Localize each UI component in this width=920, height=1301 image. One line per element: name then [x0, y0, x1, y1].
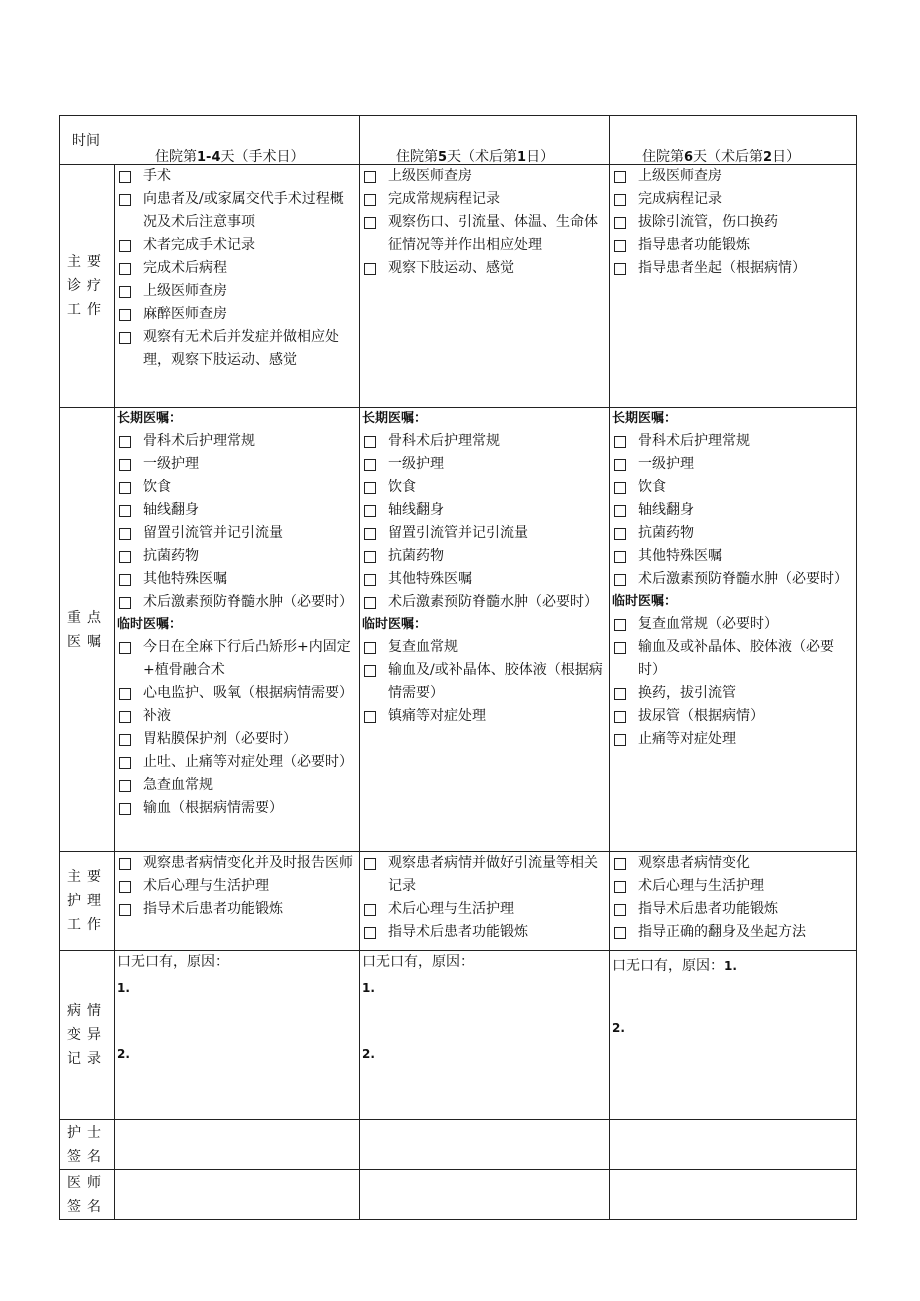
checklist-item[interactable]: 胃粘膜保护剂（必要时）	[117, 728, 357, 751]
variation-item-1: 1.	[724, 959, 737, 973]
variation-status: 口无口有，原因：1.	[612, 958, 737, 974]
checklist-item[interactable]: 输血及/或补晶体、胶体液（根据病情需要）	[362, 659, 607, 705]
checklist-item[interactable]: 输血及或补晶体、胶体液（必要时）	[612, 636, 854, 682]
day-2-header: 住院第5天（术后第1日）	[396, 149, 555, 165]
checklist-item[interactable]: 抗菌药物	[612, 522, 854, 545]
checklist-item[interactable]: 止痛等对症处理	[612, 728, 854, 751]
nursing-day-1	[115, 852, 360, 951]
checklist-item[interactable]: 上级医师查房	[362, 165, 607, 188]
checklist	[115, 636, 359, 820]
doctor-signature-day-2[interactable]	[360, 1170, 610, 1220]
day-3-header: 住院第6天（术后第2日）	[642, 149, 801, 165]
checklist	[610, 852, 856, 944]
checklist-item[interactable]: 抗菌药物	[117, 545, 357, 568]
checklist-item[interactable]: 饮食	[362, 476, 607, 499]
row-label-diagnosis: 主要诊疗工作	[60, 165, 115, 408]
checklist	[115, 852, 359, 921]
day-3-header-cell	[610, 116, 857, 165]
checklist-item[interactable]: 完成病程记录	[612, 188, 854, 211]
nurse-signature-day-1[interactable]	[115, 1120, 360, 1170]
temporary-orders-title: 临时医嘱：	[362, 617, 428, 632]
variation-status: 口无口有，原因：	[362, 954, 474, 970]
day-1-header: 住院第1-4天（手术日）	[155, 149, 305, 165]
variation-item-2: 2.	[362, 1047, 375, 1061]
checklist-item[interactable]: 抗菌药物	[362, 545, 607, 568]
checklist-item[interactable]: 一级护理	[362, 453, 607, 476]
checklist-item[interactable]: 拔除引流管，伤口换药	[612, 211, 854, 234]
long-term-orders-title: 长期医嘱：	[117, 411, 183, 426]
temporary-orders-title: 临时医嘱：	[117, 617, 183, 632]
diagnosis-day-3	[610, 165, 857, 408]
checklist-item[interactable]: 其他特殊医嘱	[117, 568, 357, 591]
checklist	[610, 165, 856, 280]
checklist-item[interactable]: 其他特殊医嘱	[362, 568, 607, 591]
checklist-item[interactable]: 指导术后患者功能锻炼	[362, 921, 607, 944]
checklist-item[interactable]: 轴线翻身	[117, 499, 357, 522]
clinical-pathway-table	[59, 115, 857, 1220]
checklist-item[interactable]: 完成常规病程记录	[362, 188, 607, 211]
checklist-item[interactable]: 复查血常规（必要时）	[612, 613, 854, 636]
header-time-cell	[60, 116, 360, 165]
orders-day-2	[360, 408, 610, 852]
checklist-item[interactable]: 麻醉医师查房	[117, 303, 357, 326]
checklist-item[interactable]: 输血（根据病情需要）	[117, 797, 357, 820]
diagnosis-day-2	[360, 165, 610, 408]
checklist-item[interactable]: 观察患者病情并做好引流量等相关记录	[362, 852, 607, 898]
checklist-item[interactable]: 术后心理与生活护理	[117, 875, 357, 898]
checklist-item[interactable]: 指导术后患者功能锻炼	[117, 898, 357, 921]
doctor-signature-day-1[interactable]	[115, 1170, 360, 1220]
variation-item-2: 2.	[117, 1047, 130, 1061]
time-label: 时间	[72, 133, 100, 149]
variation-status: 口无口有，原因：	[117, 954, 229, 970]
checklist	[610, 430, 856, 591]
variation-day-2	[360, 951, 610, 1120]
row-label-nursing: 主要护理工作	[60, 852, 115, 951]
day-2-header-cell	[360, 116, 610, 165]
checklist-item[interactable]: 拔尿管（根据病情）	[612, 705, 854, 728]
checklist-item[interactable]: 饮食	[612, 476, 854, 499]
doctor-signature-day-3[interactable]	[610, 1170, 857, 1220]
checklist	[360, 636, 609, 728]
checklist-item[interactable]: 指导患者坐起（根据病情）	[612, 257, 854, 280]
row-label-nurse-signature: 护士签名	[60, 1120, 115, 1170]
checklist-item[interactable]: 术后激素预防脊髓水肿（必要时）	[117, 591, 357, 614]
checklist-item[interactable]: 观察患者病情变化并及时报告医师	[117, 852, 357, 875]
checklist	[115, 165, 359, 372]
checklist-item[interactable]: 心电监护、吸氧（根据病情需要）	[117, 682, 357, 705]
variation-item-1: 1.	[362, 981, 375, 995]
variation-day-1	[115, 951, 360, 1120]
nursing-day-3	[610, 852, 857, 951]
checklist-item[interactable]: 术者完成手术记录	[117, 234, 357, 257]
checklist-item[interactable]: 术后激素预防脊髓水肿（必要时）	[362, 591, 607, 614]
checklist-item[interactable]: 术后心理与生活护理	[612, 875, 854, 898]
nursing-day-2	[360, 852, 610, 951]
orders-row	[60, 408, 857, 852]
checklist-item[interactable]: 轴线翻身	[612, 499, 854, 522]
checklist-item[interactable]: 镇痛等对症处理	[362, 705, 607, 728]
variation-day-3	[610, 951, 857, 1120]
checklist-item[interactable]: 骨科术后护理常规	[612, 430, 854, 453]
diagnosis-day-1	[115, 165, 360, 408]
checklist-item[interactable]: 指导术后患者功能锻炼	[612, 898, 854, 921]
variation-item-2: 2.	[612, 1021, 625, 1035]
checklist-item[interactable]: 轴线翻身	[362, 499, 607, 522]
checklist-item[interactable]: 补液	[117, 705, 357, 728]
checklist-item[interactable]: 指导正确的翻身及坐起方法	[612, 921, 854, 944]
header-row	[60, 116, 857, 165]
checklist-item[interactable]: 换药，拔引流管	[612, 682, 854, 705]
checklist-item[interactable]: 留置引流管并记引流量	[117, 522, 357, 545]
diagnosis-row	[60, 165, 857, 408]
checklist-item[interactable]: 骨科术后护理常规	[117, 430, 357, 453]
checklist-item[interactable]: 术后激素预防脊髓水肿（必要时）	[612, 568, 854, 591]
checklist-item[interactable]: 复查血常规	[362, 636, 607, 659]
checklist-item[interactable]: 观察有无术后并发症并做相应处理，观察下肢运动、感觉	[117, 326, 357, 372]
checklist-item[interactable]: 骨科术后护理常规	[362, 430, 607, 453]
checklist	[360, 430, 609, 614]
doctor-signature-row	[60, 1170, 857, 1220]
checklist-item[interactable]: 今日在全麻下行后凸矫形+内固定+植骨融合术	[117, 636, 357, 682]
long-term-orders-title: 长期医嘱：	[612, 411, 678, 426]
checklist-item[interactable]: 留置引流管并记引流量	[362, 522, 607, 545]
row-label-orders: 重点医嘱	[60, 408, 115, 852]
checklist-item[interactable]: 观察伤口、引流量、体温、生命体征情况等并作出相应处理	[362, 211, 607, 257]
orders-day-1	[115, 408, 360, 852]
checklist-item[interactable]: 观察下肢运动、感觉	[362, 257, 607, 280]
checklist-item[interactable]: 一级护理	[612, 453, 854, 476]
checklist	[360, 165, 609, 280]
checklist-item[interactable]: 一级护理	[117, 453, 357, 476]
nurse-signature-day-2[interactable]	[360, 1120, 610, 1170]
orders-day-3	[610, 408, 857, 852]
checklist-item[interactable]: 急查血常规	[117, 774, 357, 797]
nurse-signature-day-3[interactable]	[610, 1120, 857, 1170]
checklist-item[interactable]: 术后心理与生活护理	[362, 898, 607, 921]
checklist-item[interactable]: 向患者及/或家属交代手术过程概况及术后注意事项	[117, 188, 357, 234]
checklist-item[interactable]: 观察患者病情变化	[612, 852, 854, 875]
checklist-item[interactable]: 饮食	[117, 476, 357, 499]
checklist-item[interactable]: 上级医师查房	[117, 280, 357, 303]
checklist-item[interactable]: 止吐、止痛等对症处理（必要时）	[117, 751, 357, 774]
nursing-row	[60, 852, 857, 951]
checklist-item[interactable]: 上级医师查房	[612, 165, 854, 188]
variation-item-1: 1.	[117, 981, 130, 995]
nurse-signature-row	[60, 1120, 857, 1170]
checklist	[610, 613, 856, 751]
temporary-orders-title: 临时医嘱：	[612, 594, 678, 609]
checklist-item[interactable]: 指导患者功能锻炼	[612, 234, 854, 257]
long-term-orders-title: 长期医嘱：	[362, 411, 428, 426]
checklist-item[interactable]: 完成术后病程	[117, 257, 357, 280]
row-label-variation: 病情变异记录	[60, 951, 115, 1120]
variation-row	[60, 951, 857, 1120]
checklist	[360, 852, 609, 944]
row-label-doctor-signature: 医师签名	[60, 1170, 115, 1220]
checklist-item[interactable]: 其他特殊医嘱	[612, 545, 854, 568]
checklist	[115, 430, 359, 614]
checklist-item[interactable]: 手术	[117, 165, 357, 188]
